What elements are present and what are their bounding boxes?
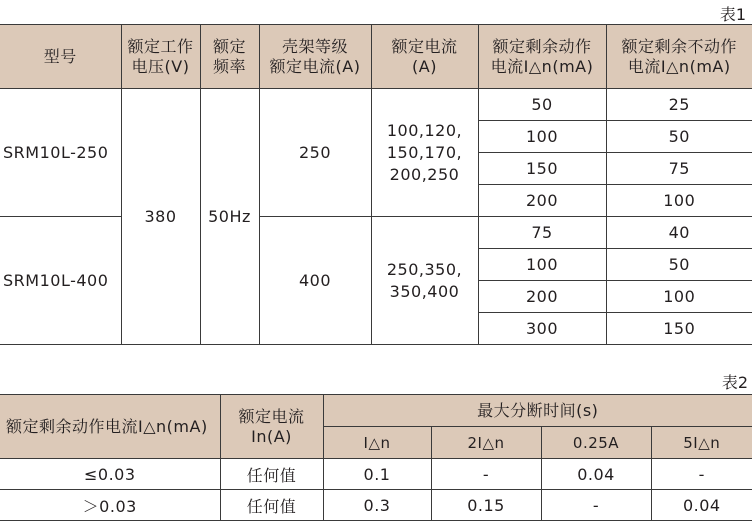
action-current-cell: 100 [478,249,606,281]
no-action-current-cell: 25 [606,89,752,121]
residual-cell: ＞0.03 [0,490,220,521]
action-current-cell: 75 [478,217,606,249]
time-cell: - [651,459,752,490]
no-action-current-cell: 50 [606,121,752,153]
action-current-cell: 150 [478,153,606,185]
header-residual-current: 额定剩余动作电流I△n(mA) [0,395,220,459]
time-cell: 0.04 [651,490,752,521]
residual-cell: ≤0.03 [0,459,220,490]
header-residual-action: 额定剩余动作 电流I△n(mA) [478,25,606,89]
table-row [0,459,752,490]
table-row [0,217,752,249]
table-row [0,89,752,121]
action-current-cell: 200 [478,281,606,313]
frame-current-cell: 250 [259,89,371,217]
header-rated-current: 额定电流 In(A) [220,395,323,459]
time-cell: 0.1 [323,459,431,490]
header-break-time: 最大分断时间(s) [323,395,752,427]
time-cell: - [541,490,651,521]
header-residual-no-action: 额定剩余不动作 电流I△n(mA) [606,25,752,89]
no-action-current-cell: 75 [606,153,752,185]
no-action-current-cell: 50 [606,249,752,281]
header-frame-current: 壳架等级 额定电流(A) [259,25,371,89]
table1-caption: 表1 [719,5,746,24]
action-current-cell: 100 [478,121,606,153]
no-action-current-cell: 100 [606,185,752,217]
rated-cell: 任何值 [220,490,323,521]
time-cell: 0.3 [323,490,431,521]
time-cell: - [431,459,541,490]
voltage-cell: 380 [121,89,200,345]
action-current-cell: 50 [478,89,606,121]
table1 [0,24,752,345]
rated-current-cell: 100,120, 150,170, 200,250 [371,89,478,217]
header-frequency: 额定 频率 [200,25,259,89]
subheader-cell: 5I△n [651,427,752,459]
header-voltage: 额定工作 电压(V) [121,25,200,89]
table2 [0,394,752,521]
subheader-cell: 0.25A [541,427,651,459]
no-action-current-cell: 100 [606,281,752,313]
action-current-cell: 200 [478,185,606,217]
header-rated-current: 额定电流 (A) [371,25,478,89]
no-action-current-cell: 150 [606,313,752,345]
time-cell: 0.04 [541,459,651,490]
rated-cell: 任何值 [220,459,323,490]
table2-header-row [0,395,752,427]
table1-header-row [0,25,752,89]
no-action-current-cell: 40 [606,217,752,249]
frequency-cell: 50Hz [200,89,259,345]
subheader-cell: 2I△n [431,427,541,459]
action-current-cell: 300 [478,313,606,345]
model-cell: SRM10L-250 [0,89,121,217]
time-cell: 0.15 [431,490,541,521]
table-row [0,490,752,521]
table2-caption: 表2 [721,373,748,392]
header-model: 型号 [0,25,121,89]
frame-current-cell: 400 [259,217,371,345]
rated-current-cell: 250,350, 350,400 [371,217,478,345]
model-cell: SRM10L-400 [0,217,121,345]
subheader-cell: I△n [323,427,431,459]
